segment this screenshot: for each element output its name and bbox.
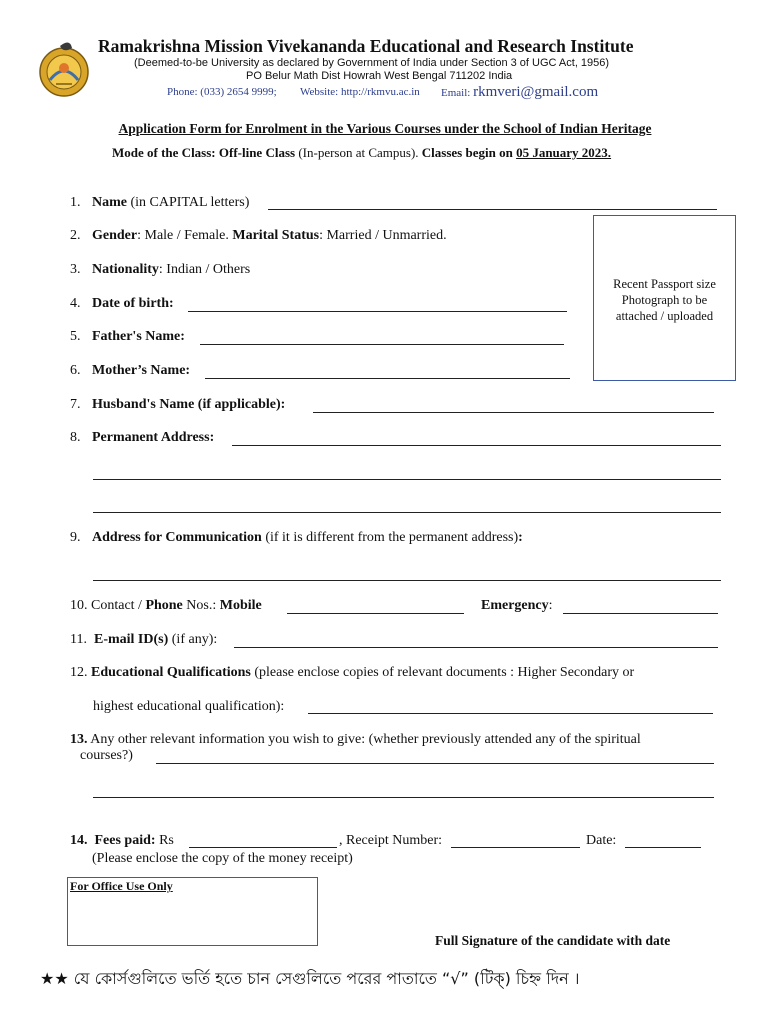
email-input-line[interactable] [234, 647, 718, 648]
office-use-label: For Office Use Only [70, 879, 173, 893]
mode-detail: (In-person at Campus). [298, 145, 419, 160]
email-link[interactable]: rkmveri@gmail.com [473, 84, 599, 100]
permanent-address-line-2[interactable] [93, 479, 721, 480]
begin-label: Classes begin on [421, 145, 513, 160]
field-father-name: 5. Father's Name: [70, 329, 185, 344]
field-other-info-line2: courses?) [80, 748, 133, 763]
email-label: Email: [441, 87, 471, 99]
field-husband-name: 7. Husband's Name (if applicable): [70, 397, 286, 412]
field-permanent-address: 8. Permanent Address: [70, 430, 215, 445]
communication-address-line[interactable] [93, 580, 721, 581]
mobile-input-line[interactable] [287, 613, 464, 614]
field-other-info: 13. Any other relevant information you wish to give: (whether previously attended any of the spiritual [70, 732, 641, 747]
institution-address: PO Belur Math Dist Howrah West Bengal 711202 India [246, 70, 513, 82]
mode-label: Mode of the Class: Off-line Class [112, 145, 296, 160]
field-emergency: Emergency: [481, 598, 553, 613]
class-mode [112, 145, 611, 161]
form-title: Application Form for Enrolment in the Various Courses under the School of Indian Heritage [118, 121, 652, 136]
fees-note: (Please enclose the copy of the money receipt) [92, 851, 353, 866]
field-name: 1. Name (in CAPITAL letters) [70, 195, 250, 210]
field-education: 12. Educational Qualifications (please enclose copies of relevant documents : Higher Secondary or [70, 665, 635, 680]
permanent-address-line-3[interactable] [93, 512, 721, 513]
mother-name-input-line[interactable] [205, 378, 570, 379]
field-mother-name: 6. Mother’s Name: [70, 363, 191, 378]
field-communication-address: 9. Address for Communication (if it is different from the permanent address): [70, 530, 523, 545]
institution-name: Ramakrishna Mission Vivekananda Educational and Research Institute [98, 36, 634, 56]
phone-info: Phone: (033) 2654 9999; [167, 86, 277, 98]
field-contact: 10. Contact / Phone Nos.: Mobile [70, 598, 262, 613]
field-email: 11. E-mail ID(s) (if any): [70, 632, 218, 647]
permanent-address-line-1[interactable] [232, 445, 721, 446]
education-input-line[interactable] [308, 713, 713, 714]
deemed-university-note: (Deemed-to-be University as declared by Government of India under Section 3 of UGC Act, 1956) [134, 57, 610, 69]
institute-logo [36, 36, 92, 98]
name-input-line[interactable] [268, 209, 717, 210]
emergency-input-line[interactable] [563, 613, 718, 614]
field-gender-marital: 2. Gender: Male / Female. Marital Status: Married / Unmarried. [70, 228, 447, 243]
field-education-line2: highest educational qualification): [93, 699, 285, 714]
passport-photo-box[interactable] [593, 215, 736, 381]
bengali-instruction: ★★ যে কোর্সগুলিতে ভর্তি হতে চান সেগুলিতে পরের পাতাতে “√” (টিক্) চিহ্ন দিন । [40, 969, 580, 988]
photo-box-text: Recent Passport size Photograph to be attached / uploaded [613, 277, 716, 323]
email-info [441, 84, 598, 101]
receipt-number-line[interactable] [451, 847, 580, 848]
website-info: Website: http://rkmvu.ac.in [300, 86, 420, 98]
date-label: Date: [586, 833, 617, 848]
fees-date-line[interactable] [625, 847, 701, 848]
other-info-input-line-2[interactable] [93, 797, 714, 798]
receipt-label: , Receipt Number: [339, 833, 443, 848]
other-info-input-line-1[interactable] [156, 763, 714, 764]
begin-date: 05 January 2023. [516, 145, 612, 160]
field-fees: 14. Fees paid: Rs [70, 833, 174, 848]
field-dob: 4. Date of birth: [70, 296, 174, 311]
father-name-input-line[interactable] [200, 344, 564, 345]
husband-name-input-line[interactable] [313, 412, 714, 413]
office-use-box [67, 877, 318, 946]
signature-label: Full Signature of the candidate with date [435, 933, 671, 948]
field-nationality: 3. Nationality: Indian / Others [70, 262, 251, 277]
fees-amount-line[interactable] [189, 847, 337, 848]
dob-input-line[interactable] [188, 311, 567, 312]
